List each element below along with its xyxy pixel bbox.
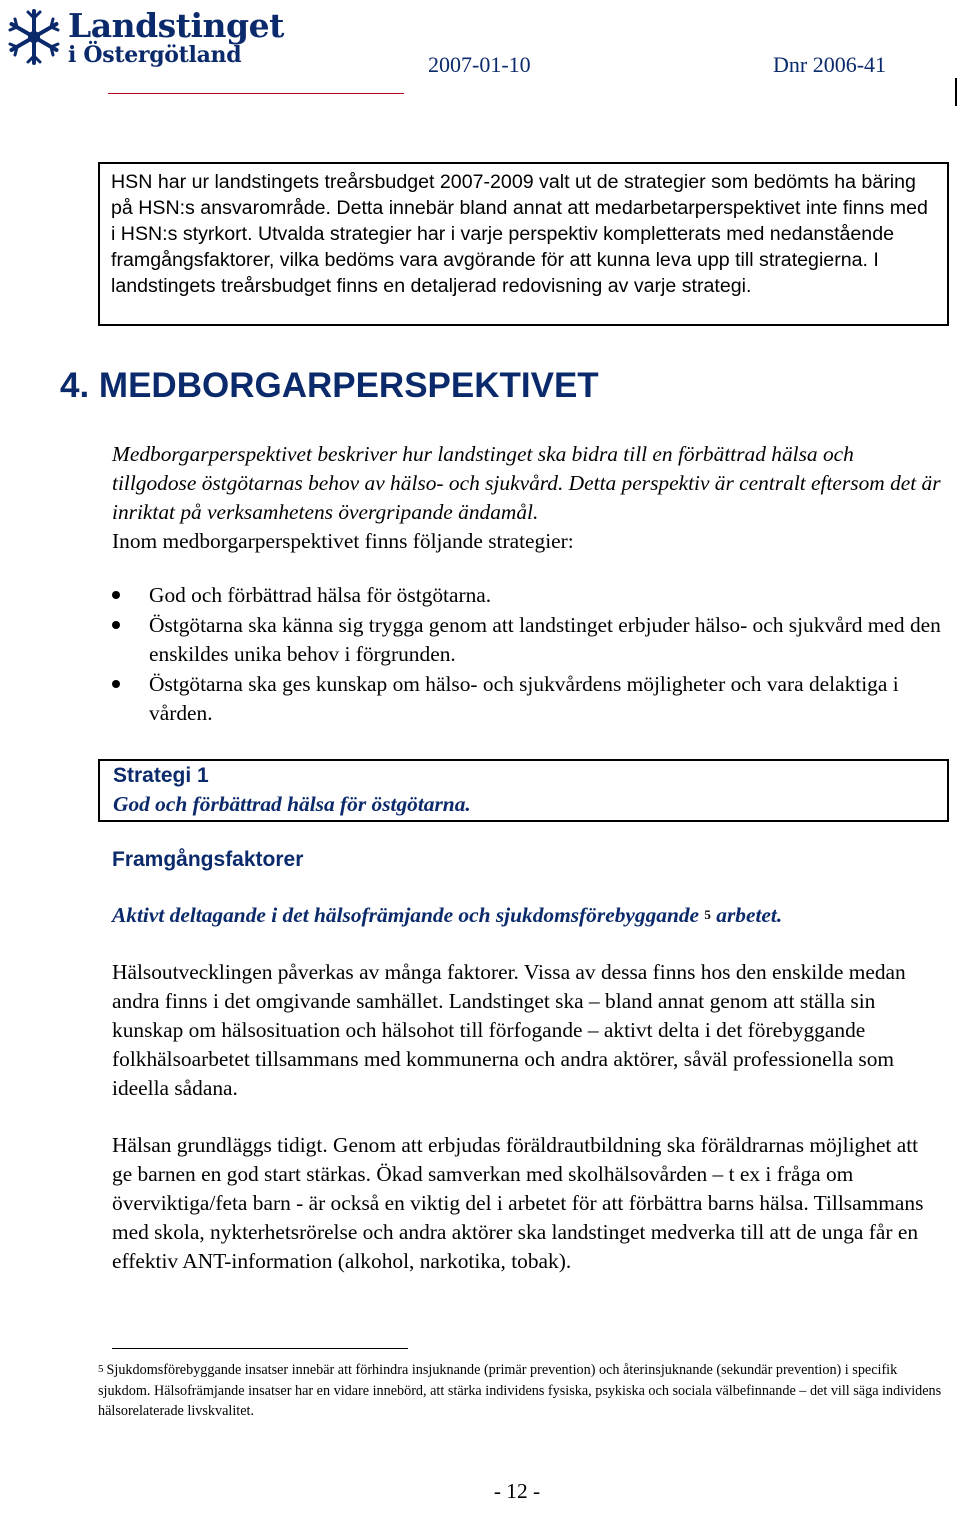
goal-text: Aktivt deltagande i det hälsofrämjande och sjukdomsförebyggande [112,903,700,927]
logo-title: Landstinget [68,6,284,45]
strategy-subtitle: God och förbättrad hälsa för östgötarna. [113,792,471,816]
header-edge-bar [955,78,957,106]
footnote [98,1360,943,1421]
logo-subtitle: i Östergötland [68,42,242,68]
list-item [112,670,942,728]
success-factor-goal [112,903,782,928]
intro-box [98,162,949,326]
body-paragraph-2: Hälsan grundläggs tidigt. Genom att erbjudas föräldrautbildning ska föräldrarnas möjlighet att ge barnen en god start stärkas. Ökad samverkan med skolhälsovården – t ex i fråga om överviktiga/feta barn - är också en viktig del i arbetet för att förbättra barns hälsa. Tillsammans med skola, nykterhetsrörelse och andra aktörer ska landstinget medverka till att de unga får en effektiv ANT-information (alkohol, narkotika, tobak). [112,1133,924,1273]
section-intro-italic: Medborgarperspektivet beskriver hur landstinget ska bidra till en förbättrad hälsa och tillgodose östgötarnas behov av hälso- och sjukvård. Detta perspektiv är centralt eftersom det är inriktat på verksamhetens övergripande ändamål. [112,442,941,524]
bullet-icon [112,680,120,688]
landstinget-logo [6,6,284,72]
list-item-text: God och förbättrad hälsa för östgötarna. [149,583,492,607]
intro-box-text: HSN har ur landstingets treårsbudget 2007-2009 valt ut de strategier som bedömts ha bäring på HSN:s ansvarområde. Detta innebär bland annat att medarbetarperspektivet inte finns med i HSN:s styrkort. Utvalda strategier har i varje perspektiv kompletterats med nedanstående framgångsfaktorer, vilka bedöms vara avgörande för att kunna leva upp till strategierna. I landstingets treårsbudget finns en detaljerad redovisning av varje strategi. [111,171,928,297]
footnote-ref[interactable]: 5 [704,907,711,922]
list-item-text: Östgötarna ska ges kunskap om hälso- och sjukvårdens möjligheter och vara delaktiga i vården. [149,672,899,725]
document-number: Dnr 2006-41 [773,52,887,77]
list-item [112,581,942,610]
body-paragraph-1: Hälsoutvecklingen påverkas av många faktorer. Vissa av dessa finns hos den enskilde medan andra finns i det omgivande samhället. Landstinget ska – bland annat genom att ställa sin kunskap om hälsosituation och hälsohot till förfogande – aktivt delta i det förebyggande folkhälsoarbetet tillsammans med kommunerna och andra aktörer, såväl professionella som ideella sådana. [112,960,906,1100]
section-intro [112,440,942,556]
snowflake-emblem-icon [6,6,62,68]
goal-text-end: arbetet. [716,903,783,927]
list-item-text: Östgötarna ska känna sig trygga genom att landstinget erbjuder hälso- och sjukvård med den enskildes unika behov i förgrunden. [149,613,941,666]
strategy-box [98,759,949,822]
section-title: 4. MEDBORGARPERSPEKTIVET [60,366,599,405]
strategy-list [112,581,942,728]
list-item [112,611,942,669]
footnote-text: Sjukdomsförebyggande insatser innebär att förhindra insjuknande (primär prevention) och återinsjuknande (sekundär prevention) i specifik sjukdom. Hälsofrämjande insatser har en vidare innebörd, att stärka individens fysiska, psykiska och sociala välbefinnande – det vill säga individens hälsorelaterade livskvalitet. [98,1362,942,1419]
footnote-separator [112,1348,408,1349]
strategy-title: Strategi 1 [113,764,209,787]
footnote-number: 5 [98,1363,104,1375]
bullet-icon [112,591,120,599]
header-rule [108,93,404,94]
section-intro-strategies: Inom medborgarperspektivet finns följande strategier: [112,529,574,553]
bullet-icon [112,621,120,629]
document-date: 2007-01-10 [428,52,531,77]
page-number: - 12 - [493,1479,541,1503]
success-factors-heading: Framgångsfaktorer [112,848,304,871]
